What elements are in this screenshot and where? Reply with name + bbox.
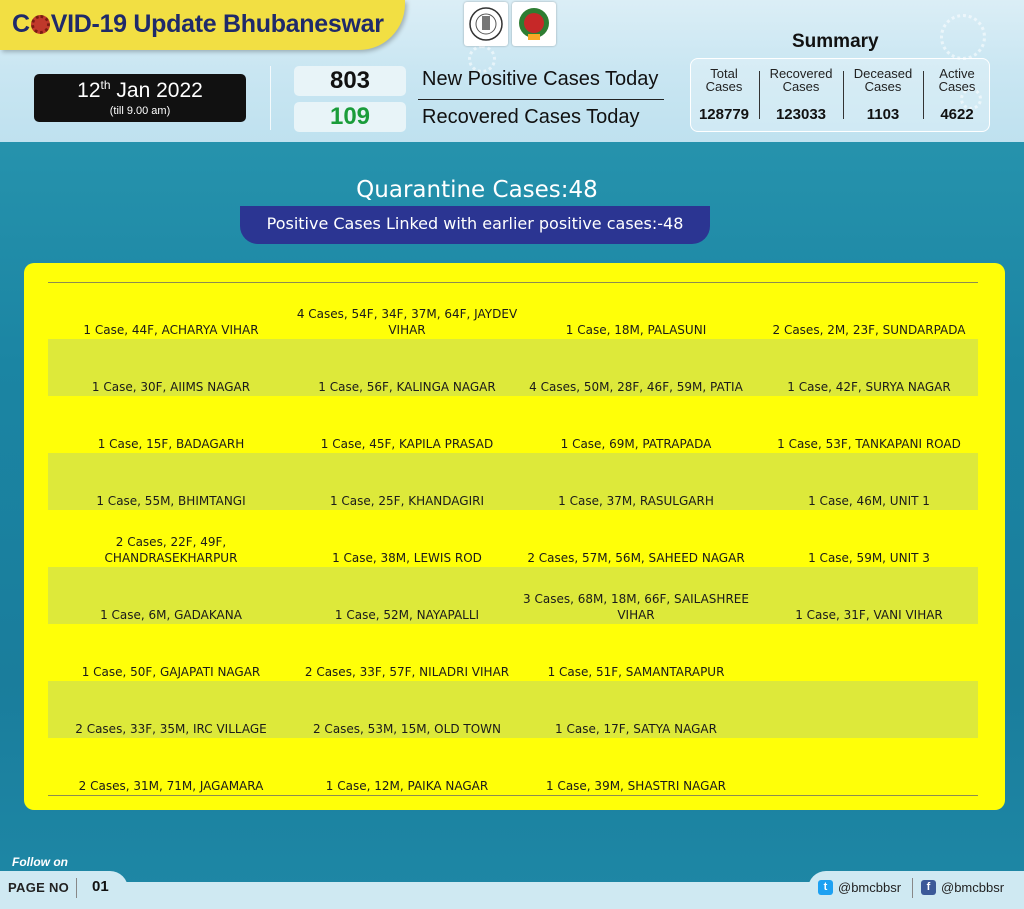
table-row <box>48 567 978 624</box>
case-cell: 1 Case, 44F, ACHARYA VIHAR <box>83 323 259 337</box>
case-cell: 2 Cases, 33F, 57F, NILADRI VIHAR <box>304 665 510 679</box>
case-cell: 2 Cases, 22F, 49F, CHANDRASEKHARPUR <box>104 535 238 565</box>
case-cell: 1 Case, 45F, KAPILA PRASAD <box>320 437 494 451</box>
summary-active-head2: Cases <box>938 79 976 94</box>
virus-decoration-icon <box>940 14 986 60</box>
quarantine-title: Quarantine Cases:48 <box>356 177 598 203</box>
case-cell: 1 Case, 6M, GADAKANA <box>100 608 242 622</box>
summary-recovered <box>761 59 841 133</box>
new-positive-count: 803 <box>294 66 406 96</box>
summary-deceased-value: 1103 <box>866 106 900 123</box>
date-ordinal: th <box>100 78 111 92</box>
case-cell: 1 Case, 55M, BHIMTANGI <box>96 494 246 508</box>
case-cell: 1 Case, 50F, GAJAPATI NAGAR <box>81 665 261 679</box>
page-label: PAGE NO <box>8 880 70 895</box>
date-day: 12 <box>77 79 101 102</box>
table-row <box>48 339 978 396</box>
table-row <box>48 282 978 339</box>
case-cell: 1 Case, 53F, TANKAPANI ROAD <box>777 437 961 451</box>
case-cell: 1 Case, 42F, SURYA NAGAR <box>787 380 951 394</box>
case-cell: 1 Case, 31F, VANI VIHAR <box>795 608 943 622</box>
case-cell: 1 Case, 46M, UNIT 1 <box>808 494 930 508</box>
summary-recovered-head1: Recovered <box>769 66 833 81</box>
case-cell: 2 Cases, 53M, 15M, OLD TOWN <box>312 722 501 736</box>
bmc-logo-icon <box>512 2 556 46</box>
table-row <box>48 453 978 510</box>
divider <box>48 795 978 796</box>
summary-total <box>691 59 757 133</box>
summary-deceased-head2: Cases <box>864 79 902 94</box>
recovered-today-count: 109 <box>294 102 406 132</box>
case-cell: 1 Case, 56F, KALINGA NAGAR <box>318 380 496 394</box>
table-row <box>48 624 978 681</box>
date-month-year: Jan 2022 <box>116 79 203 102</box>
summary-recovered-value: 123033 <box>775 106 827 123</box>
table-row <box>48 396 978 453</box>
page-number: 01 <box>92 878 109 895</box>
summary-title: Summary <box>792 31 879 52</box>
summary-active <box>925 59 989 133</box>
divider <box>843 71 844 119</box>
summary-total-head <box>691 67 757 93</box>
divider <box>923 71 924 119</box>
table-row <box>48 681 978 738</box>
divider <box>76 878 77 898</box>
table-row <box>48 738 978 795</box>
case-cell <box>753 624 985 681</box>
summary-deceased-head1: Deceased <box>853 66 913 81</box>
case-cell: 1 Case, 59M, UNIT 3 <box>808 551 930 565</box>
case-cell: 1 Case, 30F, AIIMS NAGAR <box>91 380 251 394</box>
odisha-emblem-icon <box>464 2 508 46</box>
date-box <box>34 74 246 122</box>
summary-active-head <box>925 67 989 93</box>
recovered-today-label: Recovered Cases Today <box>422 106 640 128</box>
title-suffix: VID-19 Update Bhubaneswar <box>50 10 384 38</box>
page-title <box>12 10 384 39</box>
case-cell: 1 Case, 37M, RASULGARH <box>558 494 714 508</box>
facebook-icon[interactable]: f <box>921 880 936 895</box>
divider <box>418 99 664 100</box>
title-prefix: C <box>12 10 30 38</box>
case-cell: 4 Cases, 50M, 28F, 46F, 59M, PATIA <box>529 380 743 394</box>
summary-active-value: 4622 <box>940 106 974 123</box>
new-positive-label: New Positive Cases Today <box>422 68 659 90</box>
summary-total-head1: Total <box>710 66 738 81</box>
case-cell: 1 Case, 17F, SATYA NAGAR <box>555 722 717 736</box>
summary-total-value: 128779 <box>698 106 750 123</box>
case-cell: 1 Case, 12M, PAIKA NAGAR <box>325 779 489 793</box>
follow-on-label: Follow on <box>12 855 68 869</box>
divider <box>912 878 913 898</box>
summary-total-head2: Cases <box>705 79 743 94</box>
case-cell: 2 Cases, 33F, 35M, IRC VILLAGE <box>75 722 267 736</box>
summary-active-head1: Active <box>939 66 975 81</box>
case-cell <box>753 681 985 738</box>
case-cell: 1 Case, 15F, BADAGARH <box>97 437 245 451</box>
table-row <box>48 510 978 567</box>
case-cell: 1 Case, 25F, KHANDAGIRI <box>329 494 485 508</box>
twitter-handle[interactable]: @bmcbbsr <box>838 880 902 895</box>
case-cell: 1 Case, 18M, PALASUNI <box>565 323 707 337</box>
case-cell: 2 Cases, 57M, 56M, SAHEED NAGAR <box>527 551 745 565</box>
case-cell: 2 Cases, 31M, 71M, JAGAMARA <box>78 779 264 793</box>
summary-deceased <box>845 59 921 133</box>
summary-deceased-head <box>845 67 921 93</box>
case-cell: 1 Case, 51F, SAMANTARAPUR <box>547 665 725 679</box>
title-banner <box>0 0 405 50</box>
case-cell: 3 Cases, 68M, 18M, 66F, SAILASHREE VIHAR <box>523 592 749 622</box>
case-cell: 1 Case, 69M, PATRAPADA <box>560 437 712 451</box>
summary-recovered-head2: Cases <box>782 79 820 94</box>
case-cell: 2 Cases, 2M, 23F, SUNDARPADA <box>772 323 966 337</box>
twitter-icon[interactable]: t <box>818 880 833 895</box>
divider <box>270 66 271 130</box>
case-cell: 1 Case, 52M, NAYAPALLI <box>334 608 480 622</box>
case-cell: 1 Case, 38M, LEWIS ROD <box>332 551 482 565</box>
case-cell: 1 Case, 39M, SHASTRI NAGAR <box>545 779 726 793</box>
virus-icon <box>31 15 50 34</box>
case-cell <box>753 738 985 795</box>
date-subtitle: (till 9.00 am) <box>109 105 171 117</box>
linked-cases-banner: Positive Cases Linked with earlier positive cases:-48 <box>240 206 710 244</box>
summary-recovered-head <box>761 67 841 93</box>
report-date <box>34 78 246 103</box>
summary-box <box>690 58 990 132</box>
divider <box>759 71 760 119</box>
facebook-handle[interactable]: @bmcbbsr <box>941 880 1005 895</box>
case-cell: 4 Cases, 54F, 34F, 37M, 64F, JAYDEV VIHAR <box>296 307 518 337</box>
